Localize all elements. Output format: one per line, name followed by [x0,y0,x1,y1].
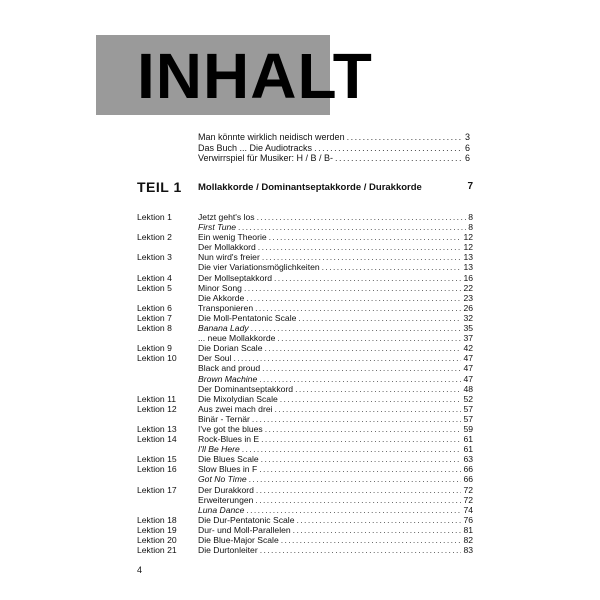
lesson-page: 8 [468,222,473,233]
lesson-row [137,232,473,242]
lesson-title: Binär - Ternär [198,413,250,424]
lesson-row [137,293,473,303]
lesson-number: Lektion 8 [137,323,172,334]
lesson-page: 37 [463,333,473,344]
leader-dots [269,232,462,242]
leader-dots [347,132,463,143]
lesson-title: Jetzt geht's los [198,212,255,222]
lesson-page: 47 [463,363,473,374]
entry-page: 6 [464,153,470,163]
lesson-page: 76 [463,514,473,525]
lesson-title: Die Dorian Scale [198,343,263,354]
lesson-title: Banana Lady [198,323,249,334]
lesson-number: Lektion 18 [137,514,177,525]
lesson-number: Lektion 21 [137,545,177,556]
lesson-title: Die Blues Scale [198,454,259,465]
leader-dots [244,283,461,293]
lesson-row [137,485,473,495]
lesson-page: 83 [463,545,473,556]
lesson-title: Die Blue-Major Scale [198,535,279,545]
leader-dots [255,303,461,313]
lesson-title: First Tune [198,222,237,233]
intro-entry [198,153,470,164]
leader-dots [261,454,462,464]
entry-title: Verwirrspiel für Musiker: H / B / B- [198,153,334,163]
lesson-row [137,454,473,464]
lesson-page: 8 [468,212,473,222]
lesson-row [137,474,473,484]
lesson-title: Nun wird's freier [198,252,260,263]
lesson-row [137,384,473,394]
lesson-number: Lektion 7 [137,312,172,323]
leader-dots [259,374,461,384]
leader-dots [238,222,466,232]
entry-page: 6 [464,142,470,153]
leader-dots [233,353,461,363]
lesson-title: Slow Blues in F [198,464,258,475]
lesson-row [137,464,473,474]
lesson-title: Brown Machine [198,373,258,384]
lesson-title: Dur- und Moll-Parallelen [198,524,291,535]
leader-dots [256,485,462,495]
lesson-title: Erweiterungen [198,494,254,505]
lesson-row [137,495,473,505]
lesson-number: Lektion 10 [137,353,177,364]
lesson-row [137,434,473,444]
leader-dots [274,273,461,283]
leader-dots [257,212,467,222]
lesson-title: Der Mollseptakkord [198,272,273,283]
lesson-page: 57 [463,413,473,424]
leader-dots [314,143,463,154]
lesson-page: 13 [463,262,473,273]
lesson-number: Lektion 19 [137,524,177,535]
lesson-number: Lektion 14 [137,434,177,445]
leader-dots [246,293,461,303]
lesson-page: 57 [463,403,473,414]
lesson-title: Rock-Blues in E [198,434,260,445]
leader-dots [277,333,461,343]
leader-dots [258,242,462,252]
lesson-title: Die Durtonleiter [198,545,258,556]
leader-dots [242,444,462,454]
lesson-row [137,212,473,222]
leader-dots [265,424,462,434]
lesson-row [137,262,473,272]
leader-dots [293,525,462,535]
lesson-row [137,363,473,373]
lesson-title: Der Durakkord [198,484,254,495]
lesson-page: 12 [463,232,473,243]
lesson-title: Transponieren [198,302,254,313]
lesson-number: Lektion 13 [137,423,177,434]
leader-dots [255,495,461,505]
leader-dots [252,414,462,424]
page-title: INHALT [137,40,373,112]
lesson-number: Lektion 5 [137,282,172,293]
lesson-title: Die Dur-Pentatonic Scale [198,514,295,525]
lesson-title: Ein wenig Theorie [198,232,267,243]
lesson-page: 32 [463,312,473,323]
lesson-row [137,505,473,515]
lesson-number: Lektion 15 [137,454,177,465]
lesson-title: I've got the blues [198,423,263,434]
part-title: Mollakkorde / Dominantseptakkorde / Durakkorde [198,182,422,193]
leader-dots [260,545,462,555]
leader-dots [262,363,461,373]
lesson-row [137,222,473,232]
part-label: TEIL 1 [137,179,182,195]
lesson-row [137,283,473,293]
leader-dots [246,505,461,515]
lesson-page: 59 [463,423,473,434]
lesson-page: 66 [463,464,473,475]
lesson-title: Der Soul [198,353,232,364]
lesson-title: Der Dominantseptakkord [198,383,294,394]
lesson-page: 52 [463,393,473,404]
lesson-page: 35 [463,323,473,334]
lesson-page: 47 [463,373,473,384]
lesson-page: 16 [463,272,473,283]
lesson-page: 82 [463,535,473,545]
lesson-title: Luna Dance [198,504,245,515]
lesson-number: Lektion 4 [137,272,172,283]
lesson-title: Minor Song [198,282,242,293]
lesson-row [137,535,473,545]
lesson-number: Lektion 1 [137,212,172,222]
page-number: 4 [137,565,143,575]
intro-toc [198,132,470,164]
lesson-row [137,424,473,434]
lesson-page: 61 [463,434,473,445]
lesson-title: Die Akkorde [198,292,245,303]
leader-dots [297,515,462,525]
lesson-number: Lektion 2 [137,232,172,243]
leader-dots [249,474,462,484]
lesson-title: Der Mollakkord [198,242,256,253]
lesson-title: Got No Time [198,474,247,485]
lesson-number: Lektion 20 [137,535,177,545]
lesson-row [137,525,473,535]
lesson-page: 66 [463,474,473,485]
lesson-page: 72 [463,494,473,505]
lesson-page: 61 [463,444,473,455]
leader-dots [275,404,462,414]
lesson-row [137,313,473,323]
lesson-row [137,353,473,363]
lesson-row [137,252,473,262]
lesson-page: 12 [463,242,473,253]
lesson-number: Lektion 6 [137,302,172,313]
lesson-row [137,394,473,404]
lesson-row [137,444,473,454]
lesson-row [137,303,473,313]
leader-dots [251,323,462,333]
leader-dots [298,313,461,323]
lesson-number: Lektion 11 [137,393,177,404]
lesson-row [137,323,473,333]
lesson-page: 22 [463,282,473,293]
lesson-row [137,545,473,555]
lesson-page: 23 [463,292,473,303]
intro-entry [198,132,470,143]
entry-page: 3 [464,132,470,142]
part-page: 7 [467,181,473,192]
lesson-number: Lektion 16 [137,464,177,475]
leader-dots [264,343,461,353]
lesson-title: Aus zwei mach drei [198,403,273,414]
entry-title: Man könnte wirklich neidisch werden [198,132,345,142]
part-heading [137,179,473,195]
lesson-page: 47 [463,353,473,364]
lesson-number: Lektion 3 [137,252,172,263]
lesson-page: 63 [463,454,473,465]
leader-dots [281,535,462,545]
intro-entry [198,143,470,154]
leader-dots [322,262,462,272]
leader-dots [280,394,462,404]
lesson-number: Lektion 17 [137,484,177,495]
leader-dots [335,153,463,164]
lesson-page: 42 [463,343,473,354]
lessons-toc [137,212,473,555]
leader-dots [295,384,461,394]
lesson-page: 81 [463,524,473,535]
lesson-number: Lektion 9 [137,343,172,354]
lesson-page: 72 [463,484,473,495]
lesson-row [137,273,473,283]
lesson-title: ... neue Mollakkorde [198,333,276,344]
lesson-row [137,414,473,424]
lesson-row [137,242,473,252]
lesson-title: Die Moll-Pentatonic Scale [198,312,297,323]
lesson-page: 74 [463,504,473,515]
leader-dots [261,434,461,444]
lesson-title: I'll Be Here [198,444,240,455]
lesson-page: 13 [463,252,473,263]
lesson-title: Black and proud [198,363,261,374]
lesson-page: 48 [463,383,473,394]
leader-dots [259,464,461,474]
leader-dots [262,252,462,262]
lesson-title: Die vier Variationsmöglichkeiten [198,262,320,273]
lesson-row [137,374,473,384]
lesson-number: Lektion 12 [137,403,177,414]
lesson-title: Die Mixolydian Scale [198,393,278,404]
lesson-row [137,404,473,414]
lesson-row [137,333,473,343]
lesson-row [137,343,473,353]
lesson-page: 26 [463,302,473,313]
lesson-row [137,515,473,525]
entry-title: Das Buch ... Die Audiotracks [198,142,313,153]
